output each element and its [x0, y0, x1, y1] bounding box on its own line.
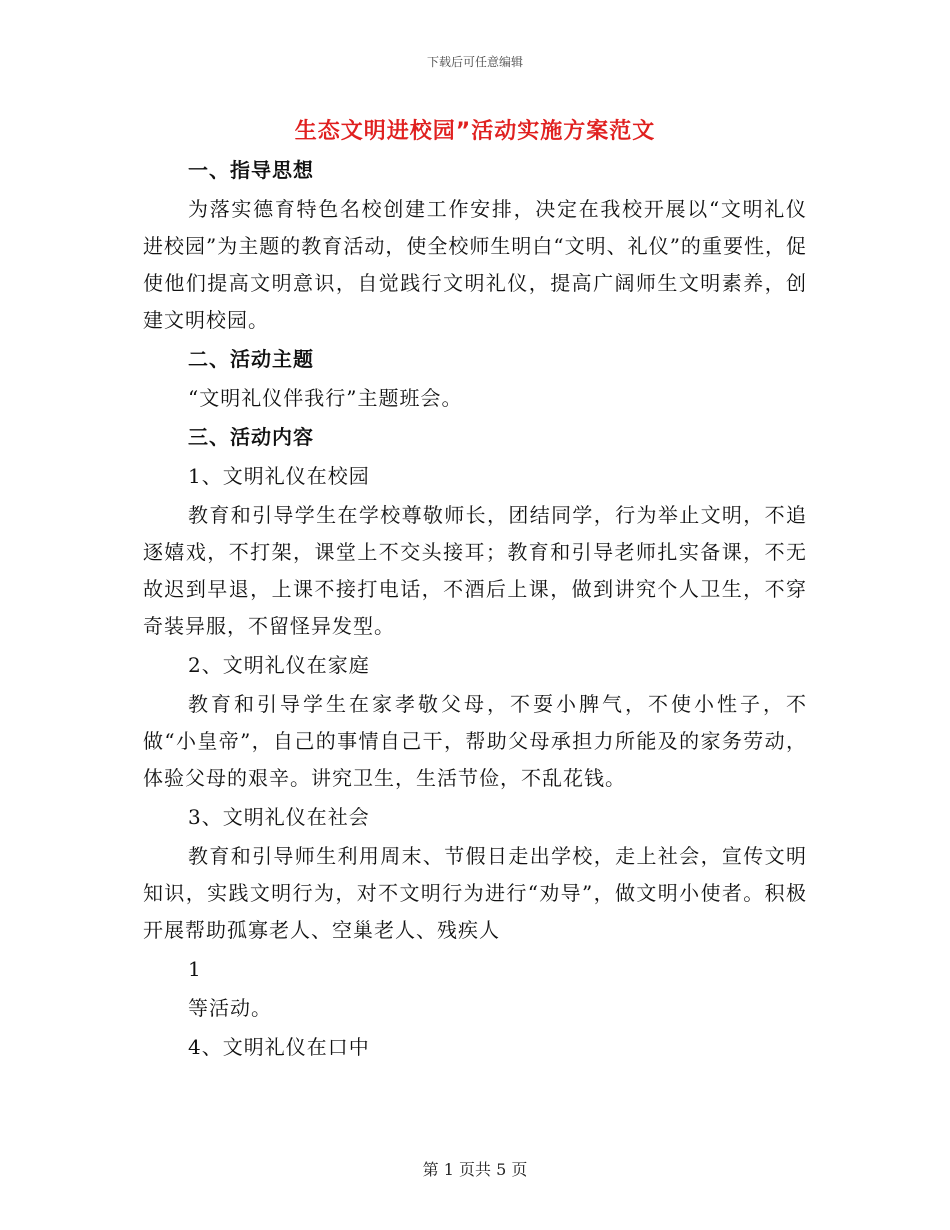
header-note: 下载后可任意编辑 — [426, 55, 523, 69]
section-heading-activity-theme: 二、活动主题 — [188, 347, 314, 371]
paragraph-guiding-ideology: 为落实德育特色名校创建工作安排，决定在我校开展以“文明礼仪进校园”为主题的教育活动，使全校师生明白“文明、礼仪”的重要性，促使他们提高文明意识，自觉践行文明礼仪，提高广阔师生文明素养，创建文明校园。 — [143, 197, 807, 332]
paragraph-campus: 教育和引导学生在学校尊敬师长，团结同学，行为举止文明，不追逐嬉戏，不打架，课堂上不交头接耳；教育和引导老师扎实备课，不无故迟到早退，上课不接打电话，不酒后上课，做到讲究个人卫生，不穿奇装异服，不留怪异发型。 — [143, 503, 807, 638]
document-body — [143, 152, 807, 1068]
document-title: 生态文明进校园”活动实施方案范文 — [294, 119, 656, 144]
subheading-speech: 4、文明礼仪在口中 — [188, 1035, 370, 1059]
subheading-society: 3、文明礼仪在社会 — [188, 805, 370, 829]
paragraph-society: 教育和引导师生利用周末、节假日走出学校，走上社会，宣传文明知识，实践文明行为，对不文明行为进行“劝导”，做文明小使者。积极开展帮助孤寡老人、空巢老人、残疾人 — [143, 844, 807, 942]
paragraph-activity-theme: “文明礼仪伴我行”主题班会。 — [188, 386, 463, 410]
paragraph-family: 教育和引导学生在家孝敬父母，不耍小脾气，不使小性子，不做“小皇帝”，自己的事情自己干，帮助父母承担力所能及的家务劳动，体验父母的艰辛。讲究卫生，生活节俭，不乱花钱。 — [143, 692, 807, 790]
section-heading-guiding-ideology: 一、指导思想 — [188, 158, 314, 182]
inline-page-number: 1 — [188, 957, 202, 981]
paragraph-society-continued: 等活动。 — [188, 996, 272, 1020]
subheading-campus: 1、文明礼仪在校园 — [188, 464, 370, 488]
subheading-family: 2、文明礼仪在家庭 — [188, 653, 370, 677]
page-footer: 第 1 页共 5 页 — [422, 1160, 528, 1179]
section-heading-activity-content: 三、活动内容 — [188, 425, 314, 449]
